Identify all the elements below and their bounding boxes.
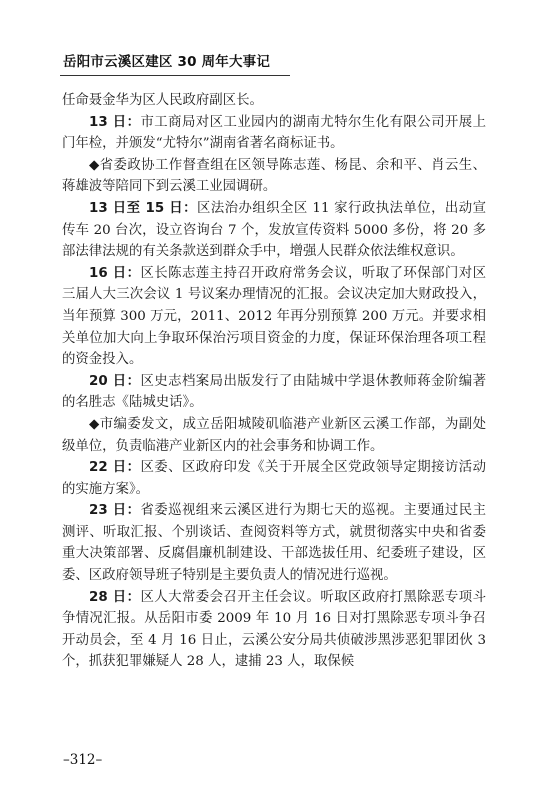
entry-date: 28 日： [89,589,141,605]
header-rule [60,75,290,76]
paragraph [62,198,486,263]
entry-text: 区史志档案局出版发行了由陆城中学退休教师蒋金阶编著的名胜志《陆城史话》。 [62,373,487,411]
paragraph [62,500,486,586]
paragraph [62,414,486,457]
entry-text: 区长陈志莲主持召开政府常务会议，听取了环保部门对区三届人大三次会议 1 号议案办理情况的汇报。会议决定加大财政投入，当年预算 300 万元，2011、2012 年再分别预算 200 万元。并要求相关单位加大向上争取环保治污项目资金的力度，保证环保治理各项工程的资金投入。 [62,265,487,368]
page-number: –312– [63,752,103,768]
body-text [62,90,486,673]
paragraph [62,457,486,500]
paragraph [62,90,486,112]
paragraph [62,263,486,371]
paragraph [62,155,486,198]
entry-text: 区法治办组织全区 11 家行政执法单位，出动宣传车 20 台次，设立咨询台 7 个，发放宣传资料 5000 多份，将 20 多部法律法规的有关条款送到群众手中，增强人民群众依法维权意识。 [62,200,486,260]
entry-date: 13 日： [89,114,141,130]
entry-date: 13 日至 15 日： [89,200,197,216]
entry-text: 省委巡视组来云溪区进行为期七天的巡视。主要通过民主测评、听取汇报、个别谈话、查阅资料等方式，就贯彻落实中央和省委重大决策部署、反腐倡廉机制建设、干部选拔任用、纪委班子建设，区委、区政府领导班子特别是主要负责人的情况进行巡视。 [62,503,487,584]
entry-date: 23 日： [89,503,141,519]
running-header-title: 岳阳市云溪区建区 30 周年大事记 [63,54,271,70]
entry-text: 区委、区政府印发《关于开展全区党政领导定期接访活动的实施方案》。 [62,460,487,497]
entry-text: ◆省委政协工作督查组在区领导陈志莲、杨昆、余和平、肖云生、蒋雄波等陪同下到云溪工业园调研。 [62,157,486,195]
entry-date: 20 日： [89,373,141,389]
entry-date: 22 日： [89,460,141,476]
entry-text: 市工商局对区工业园内的湖南尤特尔生化有限公司开展上门年检，并颁发“尤特尔”湖南省著名商标证书。 [62,114,487,152]
paragraph [62,112,486,155]
entry-text: 任命聂金华为区人民政府副区长。 [62,93,263,108]
entry-date: 16 日： [89,265,141,281]
entry-text: 区人大常委会召开主任会议。听取区政府打黑除恶专项斗争情况汇报。从岳阳市委 2009 年 10 月 16 日对打黑除恶专项斗争召开动员会，至 4 月 16 日止，云溪公安分局共侦破涉黑涉恶犯罪团伙 3 个，抓获犯罪嫌疑人 28 人，逮捕 23 人，取保候 [62,589,487,670]
paragraph [62,371,486,414]
paragraph [62,587,486,673]
entry-text: ◆市编委发文，成立岳阳城陵矶临港产业新区云溪工作部，为副处级单位，负责临港产业新区内的社会事务和协调工作。 [62,416,486,454]
